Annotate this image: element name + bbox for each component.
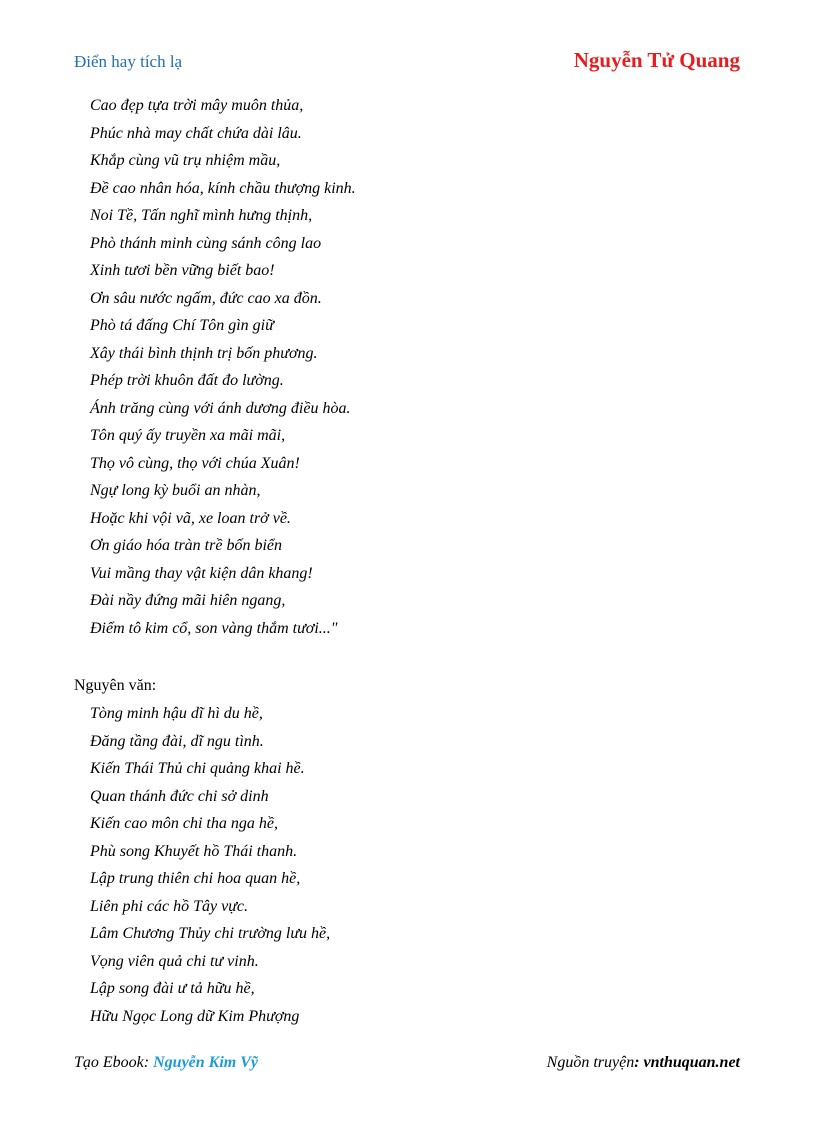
poem-line: Phép trời khuôn đất đo lường. — [90, 372, 284, 389]
ebook-label: Tạo Ebook — [74, 1054, 144, 1071]
poem-line: Vui mầng thay vật kiện dân khang! — [90, 564, 313, 582]
poem-line: Ánh trăng cùng với ánh dương điều hòa. — [90, 399, 351, 417]
source-colon: : — [634, 1054, 640, 1071]
poem-line: Xây thái bình thịnh trị bốn phương. — [90, 344, 318, 362]
poem-line: Ơn giáo hóa tràn trề bốn biển — [90, 537, 282, 554]
poem-line: Phò thánh minh cùng sánh công lao — [90, 234, 322, 252]
poem-line: Hoặc khi vội vã, xe loan trở về. — [90, 509, 291, 527]
poem-translation — [90, 92, 356, 642]
poem-line: Tòng minh hậu dĩ hì du hề, — [90, 705, 263, 722]
poem-line: Đài nầy đứng mãi hiên ngang, — [90, 592, 286, 609]
poem-line: Lập song đài ư tả hữu hề, — [90, 980, 255, 997]
poem-line: Lập trung thiên chi hoa quan hề, — [90, 870, 301, 887]
page-footer — [74, 1054, 740, 1072]
author-name: Nguyễn Tử Quang — [573, 48, 740, 72]
poem-line: Thọ vô cùng, thọ với chúa Xuân! — [90, 454, 300, 472]
source-credit — [547, 1054, 740, 1072]
poem-line: Phù song Khuyết hồ Thái thanh. — [90, 842, 298, 860]
original-text-label: Nguyên văn: — [74, 677, 157, 694]
poem-line: Cao đẹp tựa trời mây muôn thủa, — [90, 97, 304, 114]
poem-line: Kiến cao môn chi tha nga hề, — [90, 815, 278, 832]
ebook-credit — [74, 1054, 258, 1072]
page-header — [74, 48, 740, 73]
book-title: Điển hay tích lạ — [74, 52, 183, 71]
poem-line: Đăng tầng đài, dĩ ngu tình. — [90, 732, 264, 750]
ebook-creator: Nguyễn Kim Vỹ — [153, 1054, 258, 1071]
poem-line: Phúc nhà may chất chứa dài lâu. — [90, 124, 302, 142]
source-label: Nguồn truyện — [546, 1054, 635, 1071]
poem-line: Phò tá đấng Chí Tôn gìn giữ — [90, 317, 274, 334]
poem-line: Đề cao nhân hóa, kính chầu thượng kinh. — [90, 179, 356, 197]
poem-line: Ơn sâu nước ngấm, đức cao xa đồn. — [90, 289, 322, 307]
poem-line: Vọng viên quả chi tư vinh. — [90, 952, 259, 970]
poem-line: Kiến Thái Thủ chi quảng khai hề. — [90, 760, 305, 777]
poem-line: Noi Tề, Tấn nghĩ mình hưng thịnh, — [90, 207, 313, 224]
poem-line: Điểm tô kim cổ, son vàng thắm tươi..." — [90, 619, 338, 637]
poem-line: Quan thánh đức chi sở dinh — [90, 787, 269, 805]
source-site: vnthuquan.net — [643, 1054, 740, 1071]
poem-original — [90, 700, 330, 1030]
poem-line: Ngự long kỳ buổi an nhàn, — [90, 482, 261, 499]
poem-line: Khắp cùng vũ trụ nhiệm mầu, — [90, 152, 281, 169]
poem-line: Tôn quý ấy truyền xa mãi mãi, — [90, 427, 286, 444]
ebook-colon: : — [143, 1054, 150, 1071]
poem-line: Xinh tươi bền vững biết bao! — [90, 262, 275, 279]
poem-line: Lâm Chương Thủy chi trường lưu hề, — [90, 925, 331, 942]
poem-line: Hữu Ngọc Long dữ Kim Phượng — [90, 1007, 300, 1025]
poem-line: Liên phi các hồ Tây vực. — [90, 897, 249, 915]
